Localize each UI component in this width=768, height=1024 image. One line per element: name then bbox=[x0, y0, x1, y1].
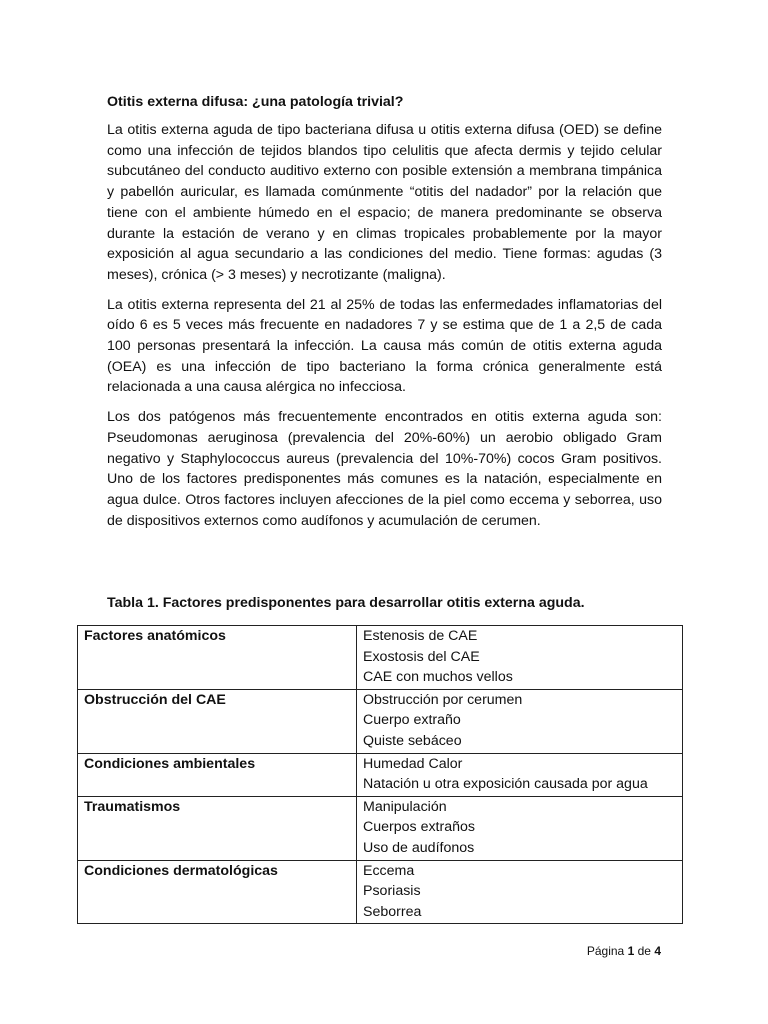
factors-table bbox=[77, 625, 683, 924]
list-item: CAE con muchos vellos bbox=[363, 669, 513, 686]
paragraph-pathogens: Los dos patógenos más frecuentemente encontrados en otitis externa aguda son: Pseudomonas aeruginosa (prevalencia del 20%-60%) un aerobio obligado Gram negativo y Staphylococcus aureus (prevalencia del 10%-70%) cocos Gram positivos. Uno de los factores predisponentes más comunes es la natación, especialmente en agua dulce. Otros factores incluyen afecciones de la piel como eccema y seborrea, uso de dispositivos externos como audífonos y acumulación de cerumen. bbox=[107, 409, 662, 529]
list-item: Cuerpos extraños bbox=[363, 819, 475, 836]
list-item: Eccema bbox=[363, 862, 415, 879]
factor-cell: Traumatismos bbox=[78, 796, 357, 860]
list-item: Psoriasis bbox=[363, 883, 421, 900]
table-row bbox=[78, 860, 683, 924]
page-number: 1 bbox=[627, 944, 635, 958]
page-total: 4 bbox=[654, 944, 661, 958]
list-item: Estenosis de CAE bbox=[363, 628, 478, 644]
section-heading: Otitis externa difusa: ¿una patología trivial? bbox=[107, 94, 404, 110]
list-item: Natación u otra exposición causada por agua bbox=[363, 776, 648, 793]
list-item: Uso de audífonos bbox=[363, 839, 475, 856]
items-cell bbox=[357, 753, 683, 796]
factor-cell: Factores anatómicos bbox=[78, 626, 357, 690]
table-row bbox=[78, 796, 683, 860]
list-item: Humedad Calor bbox=[363, 755, 463, 772]
paragraph-epidemiology: La otitis externa representa del 21 al 25% de todas las enfermedades inflamatorias del oído 6 es 5 veces más frecuente en nadadores 7 y se estima que de 1 a 2,5 de cada 100 personas presentará la infección. La causa más común de otitis externa aguda (OEA) es una infección de tipo bacteriano la forma crónica generalmente está relacionada a una causa alérgica no infecciosa. bbox=[107, 296, 662, 396]
table-row bbox=[78, 626, 683, 690]
table-caption: Tabla 1. Factores predisponentes para desarrollar otitis externa aguda. bbox=[107, 595, 585, 611]
page-of-label: de bbox=[637, 944, 651, 958]
page-label: Página bbox=[586, 944, 625, 958]
list-item: Cuerpo extraño bbox=[363, 712, 461, 729]
table-row bbox=[78, 689, 683, 753]
table-row bbox=[78, 753, 683, 796]
items-cell bbox=[357, 689, 683, 753]
items-cell bbox=[357, 626, 683, 690]
factor-cell: Condiciones dermatológicas bbox=[78, 860, 357, 924]
list-item: Obstrucción por cerumen bbox=[363, 691, 523, 708]
list-item: Exostosis del CAE bbox=[363, 648, 480, 665]
list-item: Manipulación bbox=[363, 798, 447, 815]
page-footer bbox=[587, 943, 661, 959]
items-cell bbox=[357, 796, 683, 860]
paragraph-definition: La otitis externa aguda de tipo bacteriana difusa u otitis externa difusa (OED) se define como una infección de tejidos blandos tipo celulitis que afecta dermis y tejido celular subcutáneo del conducto auditivo externo con posible extensión a membrana timpánica y pabellón auricular, es llamada comúnmente “otitis del nadador” por la relación que tiene con el ambiente húmedo en el espacio; de manera predominante se observa durante la estación de verano y en climas tropicales probablemente por la mayor exposición al agua secundario a las condiciones del medio. Tiene formas: agudas (3 meses), crónica (> 3 meses) y necrotizante (maligna). bbox=[107, 122, 662, 283]
document-body bbox=[107, 92, 662, 540]
list-item: Seborrea bbox=[363, 903, 422, 920]
items-cell bbox=[357, 860, 683, 924]
factor-cell: Obstrucción del CAE bbox=[78, 689, 357, 753]
factor-cell: Condiciones ambientales bbox=[78, 753, 357, 796]
list-item: Quiste sebáceo bbox=[363, 732, 462, 749]
